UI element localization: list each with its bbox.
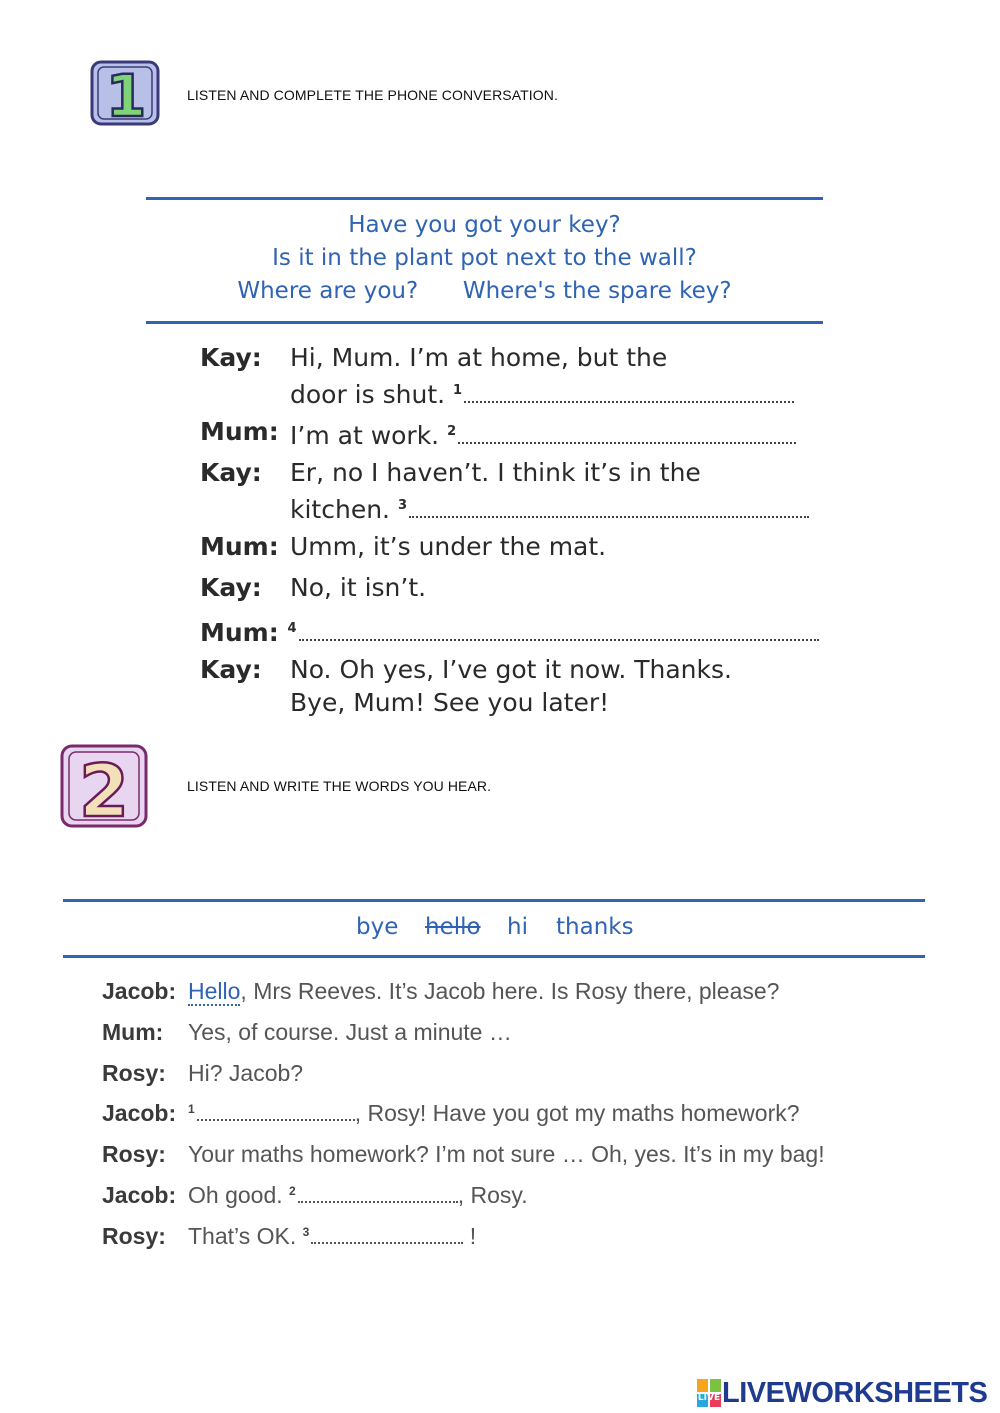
example-answer: Hello bbox=[188, 978, 241, 1004]
dialogue-2-line-4 bbox=[102, 1100, 932, 1132]
word-bank-word-2-used: hello bbox=[425, 914, 481, 940]
word-box-top-rule bbox=[146, 197, 823, 200]
speaker: Jacob: bbox=[102, 978, 177, 1004]
answer-blank-1[interactable] bbox=[197, 1101, 355, 1121]
speaker: Rosy: bbox=[102, 1060, 166, 1086]
section-1-number-badge bbox=[88, 58, 164, 128]
word-bank-word-3: hi bbox=[507, 914, 528, 940]
line-text: Er, no I haven’t. I think it’s in the bbox=[290, 458, 701, 487]
dialogue-1-line-6 bbox=[200, 612, 830, 646]
line-text: Your maths homework? I’m not sure … Oh, yes. It’s in my bag! bbox=[188, 1141, 825, 1167]
speaker: Mum: $^4$ bbox=[200, 612, 819, 649]
dialogue-1-line-3 bbox=[200, 456, 830, 526]
dialogue-1-line-1 bbox=[200, 341, 830, 411]
dialogue-1-line-2 bbox=[200, 415, 830, 449]
line-text: Hi? Jacob? bbox=[188, 1060, 304, 1086]
speaker: Jacob: bbox=[102, 1182, 177, 1208]
line-text: Yes, of course. Just a minute … bbox=[188, 1019, 512, 1045]
answer-blank-2[interactable] bbox=[298, 1183, 458, 1203]
dialogue-2-line-3 bbox=[102, 1060, 932, 1092]
word-bank-word-4: thanks bbox=[556, 914, 634, 940]
speaker: Rosy: bbox=[102, 1223, 166, 1249]
line-text-2: door is shut. $^1$ bbox=[290, 374, 794, 411]
answer-blank-3[interactable] bbox=[311, 1224, 463, 1244]
gap-number: 1 bbox=[453, 383, 463, 398]
line-text: That’s OK. $^3$ ! bbox=[188, 1223, 477, 1249]
line-text: I’m at work. $^2$ bbox=[290, 415, 796, 452]
line-text: $^1$ , Rosy! Have you got my maths homework? bbox=[188, 1100, 800, 1126]
section-2-number: 2 bbox=[78, 749, 130, 830]
line-text: No, it isn’t. bbox=[290, 573, 427, 602]
liveworksheets-logo bbox=[696, 1376, 987, 1410]
phrase-2: Is it in the plant pot next to the wall? bbox=[272, 245, 697, 271]
speaker: Kay: bbox=[200, 655, 262, 684]
gap-number: 3 bbox=[397, 498, 407, 513]
phrase-1: Have you got your key? bbox=[348, 212, 621, 238]
speaker: Rosy: bbox=[102, 1141, 166, 1167]
speaker: Jacob: bbox=[102, 1100, 177, 1126]
word-bank-bottom-rule bbox=[63, 955, 925, 958]
dialogue-2-line-6 bbox=[102, 1182, 932, 1214]
line-text: No. Oh yes, I’ve got it now. Thanks. bbox=[290, 655, 732, 684]
word-bank-top-rule bbox=[63, 899, 925, 902]
section-2-instruction: LISTEN AND WRITE THE WORDS YOU HEAR. bbox=[187, 778, 492, 794]
speaker: Kay: bbox=[200, 573, 262, 602]
phrase-3: Where are you? bbox=[237, 278, 419, 304]
line-text: Umm, it’s under the mat. bbox=[290, 532, 607, 561]
dialogue-1-line-5 bbox=[200, 571, 830, 605]
answer-blank-4[interactable] bbox=[299, 617, 819, 641]
line-text-2: kitchen. $^3$ bbox=[290, 489, 809, 526]
gap-number: 2 bbox=[289, 1184, 296, 1198]
gap-number: 1 bbox=[188, 1102, 195, 1116]
dialogue-2-line-1 bbox=[102, 978, 932, 1010]
liveworksheets-logo-text: LIVEWORKSHEETS bbox=[722, 1376, 988, 1409]
dialogue-2-line-7 bbox=[102, 1223, 932, 1255]
word-box-bottom-rule bbox=[146, 321, 823, 324]
answer-blank-1[interactable] bbox=[464, 379, 794, 403]
speaker: Mum: bbox=[102, 1019, 164, 1045]
section-1-number: 1 bbox=[105, 62, 147, 128]
section-1-instruction: LISTEN AND COMPLETE THE PHONE CONVERSATION. bbox=[187, 87, 558, 103]
answer-blank-3[interactable] bbox=[409, 494, 809, 518]
line-text: Hi, Mum. I’m at home, but the bbox=[290, 343, 668, 372]
speaker: Kay: bbox=[200, 343, 262, 372]
line-text-2: Bye, Mum! See you later! bbox=[290, 688, 610, 717]
phrase-row-3 bbox=[146, 278, 823, 304]
dialogue-2-line-2 bbox=[102, 1019, 932, 1051]
speaker: Mum: bbox=[200, 417, 279, 446]
answer-blank-2[interactable] bbox=[458, 420, 796, 444]
dialogue-2-line-5 bbox=[102, 1141, 932, 1173]
speaker: Mum: bbox=[200, 532, 279, 561]
word-bank-word-1: bye bbox=[356, 914, 399, 940]
dialogue-1-line-7 bbox=[200, 653, 830, 723]
dialogue-1 bbox=[200, 341, 830, 721]
section-2-number-badge bbox=[58, 742, 150, 830]
gap-number: 3 bbox=[302, 1225, 310, 1239]
line-text: Hello, Mrs Reeves. It’s Jacob here. Is Rosy there, please? bbox=[188, 978, 780, 1004]
gap-number: 2 bbox=[447, 424, 457, 439]
svg-text:LIVE: LIVE bbox=[697, 1393, 721, 1403]
phrase-4: Where's the spare key? bbox=[462, 278, 732, 304]
line-text: Oh good. $^2$ , Rosy. bbox=[188, 1182, 528, 1208]
dialogue-2 bbox=[102, 978, 932, 1268]
liveworksheets-logo-mark bbox=[696, 1378, 722, 1408]
gap-number: 4 bbox=[287, 621, 297, 636]
dialogue-1-line-4 bbox=[200, 530, 830, 564]
speaker: Kay: bbox=[200, 458, 262, 487]
